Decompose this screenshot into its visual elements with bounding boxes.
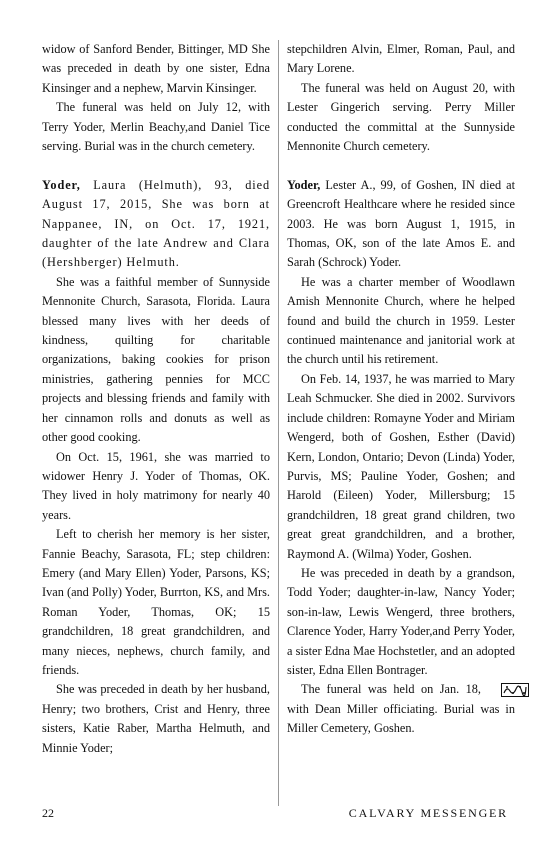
paragraph: The funeral was held on August 20, with Lester Gingerich serving. Perry Miller conducted the committal at the Sunnyside Mennonite Church cemetery. — [287, 80, 515, 154]
page-number: 22 — [42, 806, 54, 820]
paragraph: stepchildren Alvin, Elmer, Roman, Paul, and Mary Lorene. — [287, 42, 515, 76]
paragraph: She was a faithful member of Sunnyside Mennonite Church, Sarasota, Florida. Laura blessed many lives with her deeds of kindness, quilting for charitable organizations, baking cookies for prison ministries, gathering pennies for MCC projects and blessing friends and family with her cinnamon rolls and donuts as well as other good cooking. — [42, 274, 270, 445]
entry-text: Lester A., 99, of Goshen, IN died at Greencroft Healthcare where he resided since 2003. He was born August 1, 1915, in Thomas, OK, son of the late Amos E. and Sarah (Schrock) Yoder. — [287, 177, 515, 270]
surname: Yoder, — [42, 177, 81, 192]
left-column — [42, 40, 270, 758]
running-title: CALVARY MESSENGER — [348, 806, 508, 820]
paragraph: Left to cherish her memory is her sister, Fannie Beachy, Sarasota, FL; step children: Emery (and Mary Ellen) Yoder, Parsons, KS; Ivan (and Polly) Yoder, Burrton, KS, and Mrs. Roman Yoder, Thomas, OK; 15 grandchildren, 18 great grandchildren, and many nieces, nephews, church family, and friends. — [42, 527, 270, 677]
paragraph: The funeral was held on July 12, with Terry Yoder, Merlin Beachy,and Daniel Tice serving. Burial was in the church cemetery. — [42, 100, 270, 154]
ornament-icon — [487, 683, 515, 697]
paragraph: On Feb. 14, 1937, he was married to Mary Leah Schmucker. She died in 2002. Survivors include children: Romayne Yoder and Miriam Wengerd, both of Goshen, Esther (David) Kern, London, Ontario; Devon (Linda) Yoder, Purvis, MS; Pauline Yoder, Goshen; and Harold (Eileen) Yoder, Millersburg; 15 grandchildren, 18 great grand children, two great great grandchildren, and a brother, Raymond A. (Wilma) Yoder, Goshen. — [287, 371, 515, 561]
obituary-entry-laura-yoder — [42, 176, 270, 273]
paragraph: She was preceded in death by her husband, Henry; two brothers, Crist and Henry, three sisters, Katie Raber, Martha Helmuth, and Minnie Yoder; — [42, 682, 270, 755]
page-footer — [42, 806, 508, 826]
paragraph — [287, 680, 515, 738]
obituary-entry-lester-yoder — [287, 176, 515, 273]
paragraph: He was preceded in death by a grandson, Todd Yoder; daughter-in-law, Nancy Yoder; son-in-law, Lewis Wengerd, three brothers, Clarence Yoder, Harry Yoder,and Perry Yoder, a sister Edna Mae Hochstetler, and an adopted sister, Edna Ellen Bontrager. — [287, 565, 515, 677]
paragraph: He was a charter member of Woodlawn Amish Mennonite Church, where he helped found and build the church in 1959. Lester continued maintenance and janitorial work at the church until his retirement. — [287, 274, 515, 367]
right-column — [287, 40, 515, 739]
column-divider — [278, 40, 279, 806]
paragraph: widow of Sanford Bender, Bittinger, MD She was preceded in death by one sister, Edna Kinsinger and a nephew, Marvin Kinsinger. — [42, 42, 270, 95]
entry-text: Laura (Helmuth), 93, died August 17, 2015, She was born at Nappanee, IN, on Oct. 17, 1921, daughter of the late Andrew and Clara (Hershberger) Helmuth. — [42, 177, 270, 270]
paragraph: On Oct. 15, 1961, she was married to widower Henry J. Yoder of Thomas, OK. They lived in holy matrimony for nearly 40 years. — [42, 449, 270, 522]
entry-text: The funeral was held on Jan. 18, with Dean Miller officiating. Burial was in Miller Cemetery, Goshen. — [287, 682, 515, 736]
surname: Yoder, — [287, 177, 321, 192]
